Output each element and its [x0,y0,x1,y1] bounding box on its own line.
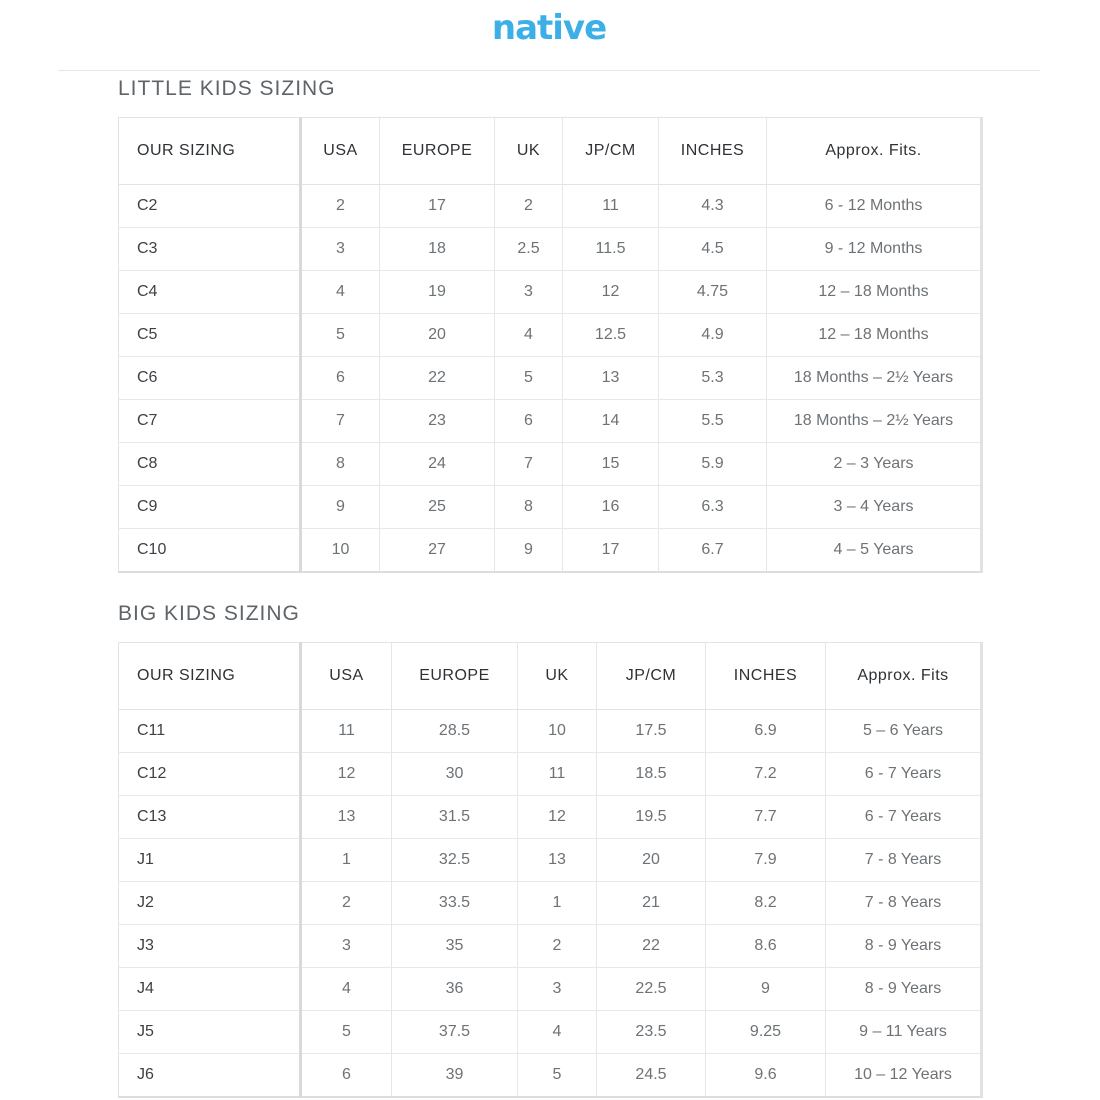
column-header: USA [301,643,392,710]
table-row [119,185,982,228]
table-cell: 12 – 18 Months [767,314,982,357]
table-cell: 6 - 12 Months [767,185,982,228]
table-cell: 19.5 [597,796,706,839]
table-cell: 10 [518,710,597,753]
table-cell: 5 [301,314,380,357]
size-label-cell: C13 [119,796,301,839]
size-label-cell: C5 [119,314,301,357]
table-cell: 19 [380,271,495,314]
table-cell: 35 [392,925,518,968]
table-cell: 16 [563,486,659,529]
table-cell: 6 [301,357,380,400]
table-cell: 8 - 9 Years [826,968,982,1011]
table-cell: 11.5 [563,228,659,271]
column-header: Approx. Fits. [767,118,982,185]
table-cell: 4.3 [659,185,767,228]
size-label-cell: C3 [119,228,301,271]
column-header: JP/CM [563,118,659,185]
table-row [119,710,982,753]
table-cell: 36 [392,968,518,1011]
table-cell: 6.3 [659,486,767,529]
column-header: OUR SIZING [119,643,301,710]
size-label-cell: C9 [119,486,301,529]
table-cell: 2.5 [495,228,563,271]
table-cell: 6.7 [659,529,767,573]
table-cell: 10 [301,529,380,573]
table-row [119,1011,982,1054]
table-cell: 22.5 [597,968,706,1011]
table-cell: 6 [495,400,563,443]
table-cell: 18 [380,228,495,271]
table-cell: 18.5 [597,753,706,796]
table-cell: 22 [597,925,706,968]
table-cell: 1 [301,839,392,882]
table-cell: 15 [563,443,659,486]
size-label-cell: C12 [119,753,301,796]
table-row [119,529,982,573]
table-cell: 7.9 [706,839,826,882]
table-header-row [119,118,982,185]
table-cell: 8 [301,443,380,486]
table-cell: 33.5 [392,882,518,925]
table-cell: 30 [392,753,518,796]
table-cell: 12 – 18 Months [767,271,982,314]
table-cell: 18 Months – 2½ Years [767,400,982,443]
table-cell: 6 [301,1054,392,1098]
column-header: INCHES [659,118,767,185]
table-cell: 18 Months – 2½ Years [767,357,982,400]
table-cell: 11 [563,185,659,228]
table-cell: 9.25 [706,1011,826,1054]
table-cell: 7.7 [706,796,826,839]
table-cell: 5 [301,1011,392,1054]
table-cell: 5.5 [659,400,767,443]
table-cell: 5.9 [659,443,767,486]
table-cell: 3 [518,968,597,1011]
column-header: UK [518,643,597,710]
table-cell: 23.5 [597,1011,706,1054]
table-cell: 11 [518,753,597,796]
table-cell: 37.5 [392,1011,518,1054]
table-cell: 28.5 [392,710,518,753]
table-row [119,968,982,1011]
table-cell: 13 [518,839,597,882]
size-label-cell: C4 [119,271,301,314]
column-header: USA [301,118,380,185]
table-cell: 7 [495,443,563,486]
size-label-cell: J1 [119,839,301,882]
table-row [119,314,982,357]
table-cell: 21 [597,882,706,925]
table-cell: 12 [518,796,597,839]
column-header: INCHES [706,643,826,710]
table-cell: 3 – 4 Years [767,486,982,529]
site-header [58,0,1040,71]
table-cell: 17 [380,185,495,228]
table-cell: 27 [380,529,495,573]
table-cell: 4 – 5 Years [767,529,982,573]
table-cell: 12 [563,271,659,314]
table-cell: 17 [563,529,659,573]
table-cell: 5 – 6 Years [826,710,982,753]
table-cell: 4 [518,1011,597,1054]
table-cell: 11 [301,710,392,753]
table-cell: 6 - 7 Years [826,796,982,839]
table-row [119,357,982,400]
table-cell: 39 [392,1054,518,1098]
table-cell: 32.5 [392,839,518,882]
table-row [119,1054,982,1098]
table-cell: 23 [380,400,495,443]
table-row [119,882,982,925]
column-header: UK [495,118,563,185]
table-cell: 20 [597,839,706,882]
table-cell: 4 [301,968,392,1011]
column-header: OUR SIZING [119,118,301,185]
table-cell: 6 - 7 Years [826,753,982,796]
table-cell: 2 [301,882,392,925]
table-cell: 1 [518,882,597,925]
table-cell: 7 [301,400,380,443]
table-row [119,486,982,529]
big-kids-title: BIG KIDS SIZING [118,602,300,625]
table-cell: 9 [495,529,563,573]
brand-logo[interactable]: native [491,8,607,48]
table-row [119,443,982,486]
table-cell: 10 – 12 Years [826,1054,982,1098]
table-cell: 24.5 [597,1054,706,1098]
size-label-cell: J6 [119,1054,301,1098]
table-cell: 2 [518,925,597,968]
table-cell: 17.5 [597,710,706,753]
table-cell: 14 [563,400,659,443]
table-row [119,796,982,839]
table-cell: 20 [380,314,495,357]
table-row [119,839,982,882]
table-cell: 3 [301,228,380,271]
table-cell: 2 – 3 Years [767,443,982,486]
table-cell: 5 [495,357,563,400]
table-cell: 8 - 9 Years [826,925,982,968]
table-header-row [119,643,982,710]
table-row [119,271,982,314]
table-cell: 9 - 12 Months [767,228,982,271]
table-row [119,228,982,271]
table-cell: 4 [301,271,380,314]
table-cell: 5 [518,1054,597,1098]
size-label-cell: C6 [119,357,301,400]
table-cell: 9 [706,968,826,1011]
table-cell: 4.5 [659,228,767,271]
table-cell: 5.3 [659,357,767,400]
table-cell: 3 [301,925,392,968]
table-cell: 12.5 [563,314,659,357]
table-row [119,753,982,796]
table-cell: 24 [380,443,495,486]
table-cell: 4.75 [659,271,767,314]
table-row [119,400,982,443]
size-label-cell: C10 [119,529,301,573]
table-cell: 9 – 11 Years [826,1011,982,1054]
table-cell: 3 [495,271,563,314]
size-label-cell: J4 [119,968,301,1011]
column-header: JP/CM [597,643,706,710]
table-cell: 7 - 8 Years [826,839,982,882]
size-label-cell: C7 [119,400,301,443]
table-row [119,925,982,968]
size-label-cell: J2 [119,882,301,925]
little-kids-title: LITTLE KIDS SIZING [118,77,336,100]
table-cell: 6.9 [706,710,826,753]
table-cell: 7 - 8 Years [826,882,982,925]
size-label-cell: J3 [119,925,301,968]
size-label-cell: C2 [119,185,301,228]
table-cell: 4.9 [659,314,767,357]
table-cell: 9.6 [706,1054,826,1098]
table-cell: 13 [563,357,659,400]
table-cell: 8 [495,486,563,529]
size-label-cell: C11 [119,710,301,753]
column-header: EUROPE [380,118,495,185]
big-kids-size-table [118,642,983,1098]
table-cell: 8.6 [706,925,826,968]
size-label-cell: J5 [119,1011,301,1054]
table-cell: 25 [380,486,495,529]
column-header: Approx. Fits [826,643,982,710]
table-cell: 4 [495,314,563,357]
table-cell: 31.5 [392,796,518,839]
size-label-cell: C8 [119,443,301,486]
table-cell: 8.2 [706,882,826,925]
table-cell: 2 [495,185,563,228]
table-cell: 2 [301,185,380,228]
table-cell: 7.2 [706,753,826,796]
table-cell: 22 [380,357,495,400]
table-cell: 12 [301,753,392,796]
little-kids-size-table [118,117,983,573]
table-cell: 13 [301,796,392,839]
column-header: EUROPE [392,643,518,710]
table-cell: 9 [301,486,380,529]
